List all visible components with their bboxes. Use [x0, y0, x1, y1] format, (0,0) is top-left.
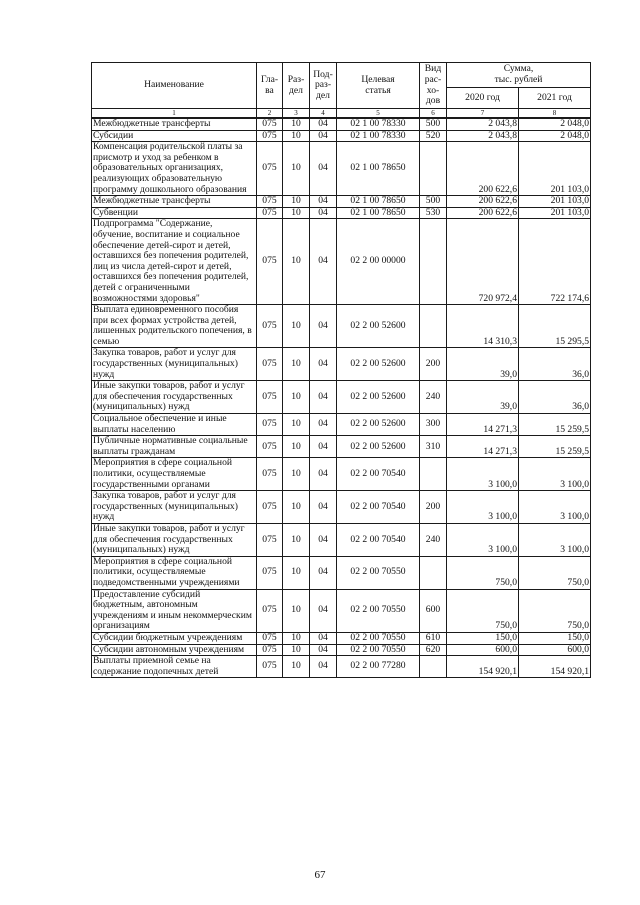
- row-sum-2020: 39,0: [447, 381, 519, 414]
- row-razdel: 10: [283, 436, 310, 458]
- row-target-article: 02 2 00 70540: [337, 491, 420, 524]
- row-sum-2020: 720 972,4: [447, 219, 519, 305]
- row-name: Иные закупки товаров, работ и услуг для обеспечения государственных (муниципальных) нужд: [92, 523, 257, 556]
- row-expense-type: [420, 656, 447, 678]
- column-number: 2: [257, 109, 283, 119]
- row-podrazdel: 04: [310, 632, 337, 644]
- row-razdel: 10: [283, 118, 310, 130]
- row-target-article: 02 2 00 52600: [337, 305, 420, 348]
- row-sum-2021: 36,0: [519, 348, 591, 381]
- row-razdel: 10: [283, 491, 310, 524]
- row-sum-2020: 200 622,6: [447, 142, 519, 196]
- budget-table: [91, 62, 591, 678]
- row-name: Социальное обеспечение и иные выплаты населению: [92, 414, 257, 436]
- row-glava: 075: [257, 491, 283, 524]
- row-target-article: 02 2 00 70550: [337, 556, 420, 589]
- row-expense-type: 620: [420, 644, 447, 656]
- row-razdel: 10: [283, 142, 310, 196]
- row-target-article: 02 1 00 78650: [337, 196, 420, 208]
- row-target-article: 02 2 00 70550: [337, 644, 420, 656]
- row-sum-2020: 39,0: [447, 348, 519, 381]
- row-sum-2021: 3 100,0: [519, 523, 591, 556]
- row-sum-2020: 154 920,1: [447, 656, 519, 678]
- row-sum-2020: 2 043,8: [447, 118, 519, 130]
- row-podrazdel: 04: [310, 130, 337, 142]
- row-sum-2021: 750,0: [519, 589, 591, 632]
- row-podrazdel: 04: [310, 656, 337, 678]
- row-glava: 075: [257, 381, 283, 414]
- row-name: Субсидии бюджетным учреждениям: [92, 632, 257, 644]
- row-razdel: 10: [283, 458, 310, 491]
- row-glava: 075: [257, 414, 283, 436]
- row-sum-2021: 2 048,0: [519, 118, 591, 130]
- row-glava: 075: [257, 305, 283, 348]
- row-podrazdel: 04: [310, 436, 337, 458]
- row-razdel: 10: [283, 556, 310, 589]
- row-name: Компенсация родительской платы за присмотр и уход за ребенком в образовательных организациях, реализующих образовательную программу дошкольного образования: [92, 142, 257, 196]
- row-sum-2020: 3 100,0: [447, 523, 519, 556]
- row-sum-2020: 14 271,3: [447, 436, 519, 458]
- row-podrazdel: 04: [310, 556, 337, 589]
- row-sum-2020: 200 622,6: [447, 196, 519, 208]
- row-name: Межбюджетные трансферты: [92, 196, 257, 208]
- row-podrazdel: 04: [310, 207, 337, 219]
- row-target-article: 02 2 00 70550: [337, 589, 420, 632]
- row-name: Иные закупки товаров, работ и услуг для обеспечения государственных (муниципальных) нужд: [92, 381, 257, 414]
- column-number: 4: [310, 109, 337, 119]
- row-glava: 075: [257, 118, 283, 130]
- row-razdel: 10: [283, 130, 310, 142]
- row-sum-2021: 750,0: [519, 556, 591, 589]
- column-number: 5: [337, 109, 420, 119]
- row-target-article: 02 2 00 70540: [337, 523, 420, 556]
- table-row: [92, 414, 591, 436]
- budget-table-sheet: [91, 62, 590, 678]
- header-year-2020: 2020 год: [447, 88, 519, 109]
- page-number: 67: [314, 869, 326, 881]
- table-row: [92, 436, 591, 458]
- header-year-2021: 2021 год: [519, 88, 591, 109]
- row-glava: 075: [257, 348, 283, 381]
- table-row: [92, 118, 591, 130]
- row-glava: 075: [257, 436, 283, 458]
- header-razdel: Раз- дел: [283, 63, 310, 109]
- row-expense-type: 610: [420, 632, 447, 644]
- row-name: Субсидии автономным учреждениям: [92, 644, 257, 656]
- row-name: Закупка товаров, работ и услуг для государственных (муниципальных) нужд: [92, 348, 257, 381]
- row-sum-2020: 3 100,0: [447, 458, 519, 491]
- table-row: [92, 644, 591, 656]
- row-razdel: 10: [283, 219, 310, 305]
- row-sum-2020: 14 271,3: [447, 414, 519, 436]
- row-glava: 075: [257, 142, 283, 196]
- column-number: 7: [447, 109, 519, 119]
- row-sum-2020: 14 310,3: [447, 305, 519, 348]
- row-target-article: 02 2 00 70550: [337, 632, 420, 644]
- row-target-article: 02 2 00 52600: [337, 381, 420, 414]
- row-target-article: 02 2 00 70540: [337, 458, 420, 491]
- header-name: Наименование: [92, 63, 257, 109]
- table-row: [92, 458, 591, 491]
- header-podrazdel: Под- раз- дел: [310, 63, 337, 109]
- row-sum-2021: 201 103,0: [519, 142, 591, 196]
- row-sum-2021: 722 174,6: [519, 219, 591, 305]
- row-sum-2020: 750,0: [447, 556, 519, 589]
- row-glava: 075: [257, 589, 283, 632]
- row-razdel: 10: [283, 207, 310, 219]
- table-row: [92, 142, 591, 196]
- row-sum-2021: 36,0: [519, 381, 591, 414]
- row-podrazdel: 04: [310, 381, 337, 414]
- row-podrazdel: 04: [310, 589, 337, 632]
- row-podrazdel: 04: [310, 644, 337, 656]
- row-expense-type: 310: [420, 436, 447, 458]
- row-expense-type: 500: [420, 196, 447, 208]
- column-number-row: [92, 109, 591, 119]
- row-name: Выплата единовременного пособия при всех формах устройства детей, лишенных родительского попечения, в семью: [92, 305, 257, 348]
- column-number: 3: [283, 109, 310, 119]
- row-razdel: 10: [283, 523, 310, 556]
- row-target-article: 02 1 00 78330: [337, 118, 420, 130]
- row-name: Подпрограмма "Содержание, обучение, воспитание и социальное обеспечение детей-сирот и детей, оставшихся без попечения родителей, лиц из числа детей-сирот и детей, оставшихся без попечения родителей, детей с ограниченными возможностями здоровья": [92, 219, 257, 305]
- row-sum-2021: 15 259,5: [519, 414, 591, 436]
- row-glava: 075: [257, 207, 283, 219]
- row-glava: 075: [257, 523, 283, 556]
- row-podrazdel: 04: [310, 458, 337, 491]
- row-sum-2021: 2 048,0: [519, 130, 591, 142]
- table-body: [92, 118, 591, 678]
- row-sum-2021: 201 103,0: [519, 207, 591, 219]
- row-sum-2020: 200 622,6: [447, 207, 519, 219]
- row-name: Публичные нормативные социальные выплаты гражданам: [92, 436, 257, 458]
- row-razdel: 10: [283, 414, 310, 436]
- row-podrazdel: 04: [310, 219, 337, 305]
- row-target-article: 02 1 00 78650: [337, 142, 420, 196]
- row-podrazdel: 04: [310, 305, 337, 348]
- row-name: Закупка товаров, работ и услуг для государственных (муниципальных) нужд: [92, 491, 257, 524]
- row-target-article: 02 1 00 78330: [337, 130, 420, 142]
- row-expense-type: [420, 142, 447, 196]
- row-expense-type: 200: [420, 491, 447, 524]
- row-sum-2021: 3 100,0: [519, 458, 591, 491]
- row-glava: 075: [257, 644, 283, 656]
- row-sum-2021: 15 259,5: [519, 436, 591, 458]
- header-target: Целевая статья: [337, 63, 420, 109]
- row-sum-2021: 15 295,5: [519, 305, 591, 348]
- row-expense-type: 500: [420, 118, 447, 130]
- row-razdel: 10: [283, 644, 310, 656]
- row-expense-type: 600: [420, 589, 447, 632]
- row-expense-type: 530: [420, 207, 447, 219]
- row-razdel: 10: [283, 632, 310, 644]
- row-sum-2021: 201 103,0: [519, 196, 591, 208]
- row-sum-2020: 2 043,8: [447, 130, 519, 142]
- row-name: Мероприятия в сфере социальной политики, осуществляемые подведомственными учреждениями: [92, 556, 257, 589]
- row-sum-2020: 600,0: [447, 644, 519, 656]
- table-row: [92, 632, 591, 644]
- row-expense-type: 300: [420, 414, 447, 436]
- table-row: [92, 219, 591, 305]
- row-target-article: 02 2 00 52600: [337, 436, 420, 458]
- row-target-article: 02 2 00 77280: [337, 656, 420, 678]
- row-name: Субвенции: [92, 207, 257, 219]
- row-name: Предоставление субсидий бюджетным, автономным учреждениям и иным некоммерческим организациям: [92, 589, 257, 632]
- row-podrazdel: 04: [310, 414, 337, 436]
- row-sum-2021: 600,0: [519, 644, 591, 656]
- row-podrazdel: 04: [310, 142, 337, 196]
- table-row: [92, 348, 591, 381]
- column-number: 8: [519, 109, 591, 119]
- row-expense-type: 240: [420, 523, 447, 556]
- row-expense-type: 240: [420, 381, 447, 414]
- table-row: [92, 523, 591, 556]
- row-glava: 075: [257, 632, 283, 644]
- table-row: [92, 196, 591, 208]
- row-glava: 075: [257, 458, 283, 491]
- row-glava: 075: [257, 196, 283, 208]
- table-row: [92, 589, 591, 632]
- table-row: [92, 130, 591, 142]
- row-expense-type: 200: [420, 348, 447, 381]
- row-expense-type: [420, 458, 447, 491]
- row-podrazdel: 04: [310, 196, 337, 208]
- row-name: Мероприятия в сфере социальной политики, осуществляемые государственными органами: [92, 458, 257, 491]
- row-sum-2021: 154 920,1: [519, 656, 591, 678]
- row-name: Межбюджетные трансферты: [92, 118, 257, 130]
- row-razdel: 10: [283, 305, 310, 348]
- table-row: [92, 556, 591, 589]
- row-target-article: 02 2 00 52600: [337, 414, 420, 436]
- header-vid: Вид рас- хо- дов: [420, 63, 447, 109]
- row-sum-2020: 750,0: [447, 589, 519, 632]
- row-podrazdel: 04: [310, 523, 337, 556]
- row-sum-2020: 150,0: [447, 632, 519, 644]
- row-name: Субсидии: [92, 130, 257, 142]
- column-number: 1: [92, 109, 257, 119]
- row-razdel: 10: [283, 589, 310, 632]
- row-glava: 075: [257, 130, 283, 142]
- row-razdel: 10: [283, 381, 310, 414]
- table-row: [92, 656, 591, 678]
- row-razdel: 10: [283, 656, 310, 678]
- column-number: 6: [420, 109, 447, 119]
- header-glava: Гла- ва: [257, 63, 283, 109]
- row-expense-type: [420, 305, 447, 348]
- table-row: [92, 491, 591, 524]
- row-sum-2020: 3 100,0: [447, 491, 519, 524]
- row-sum-2021: 150,0: [519, 632, 591, 644]
- row-expense-type: [420, 556, 447, 589]
- row-podrazdel: 04: [310, 491, 337, 524]
- row-sum-2021: 3 100,0: [519, 491, 591, 524]
- row-target-article: 02 2 00 00000: [337, 219, 420, 305]
- table-row: [92, 305, 591, 348]
- row-podrazdel: 04: [310, 348, 337, 381]
- row-glava: 075: [257, 656, 283, 678]
- row-target-article: 02 1 00 78650: [337, 207, 420, 219]
- table-row: [92, 207, 591, 219]
- row-podrazdel: 04: [310, 118, 337, 130]
- header-sum: Сумма, тыс. рублей: [447, 63, 591, 88]
- row-name: Выплаты приемной семье на содержание подопечных детей: [92, 656, 257, 678]
- row-expense-type: [420, 219, 447, 305]
- row-razdel: 10: [283, 348, 310, 381]
- row-expense-type: 520: [420, 130, 447, 142]
- table-row: [92, 381, 591, 414]
- row-glava: 075: [257, 556, 283, 589]
- row-target-article: 02 2 00 52600: [337, 348, 420, 381]
- row-razdel: 10: [283, 196, 310, 208]
- row-glava: 075: [257, 219, 283, 305]
